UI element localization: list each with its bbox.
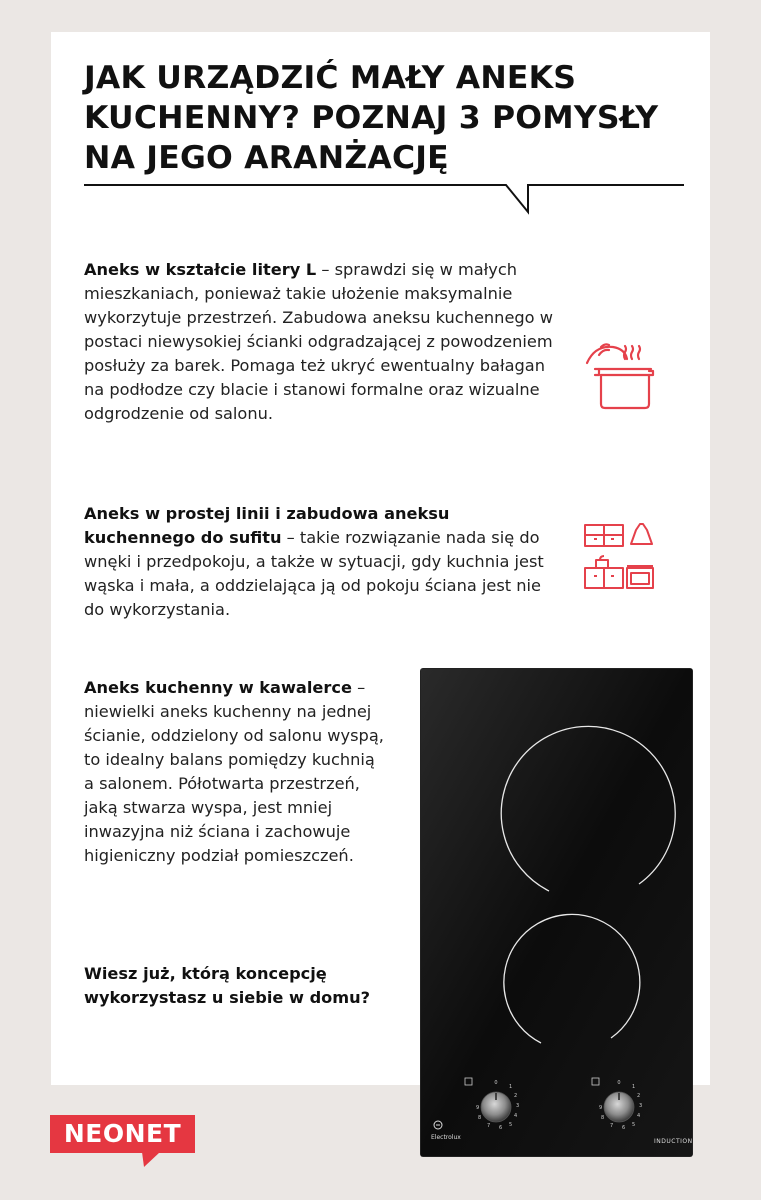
page-title: JAK URZĄDZIĆ MAŁY ANEKS KUCHENNY? POZNAJ 3 POMYSŁY NA JEGO ARANŻACJĘ xyxy=(84,60,659,176)
svg-text:8: 8 xyxy=(478,1115,482,1121)
svg-text:0: 0 xyxy=(617,1080,621,1086)
logo-text: NEONET xyxy=(50,1115,195,1153)
svg-text:7: 7 xyxy=(610,1123,614,1129)
hob-induction-label: INDUCTION xyxy=(654,1138,693,1145)
speech-bubble-underline xyxy=(84,180,684,220)
svg-text:7: 7 xyxy=(487,1123,491,1129)
section-studio-apartment-body: – niewielki aneks kuchenny na jednej ścianie, oddzielony od salonu wyspą, to idealny balans pomiędzy kuchnią a salonem. Półotwarta przestrzeń, jaką stwarza wyspa, jest mniej inwazyjna niż ściana i zachowuje higieniczny podział pomieszczeń. xyxy=(84,678,384,865)
svg-text:4: 4 xyxy=(637,1113,641,1119)
section-straight-line-body: – takie rozwiązanie nada się do wnęki i przedpokoju, a także w sytuacji, gdy kuchnia jest wąska i mała, a oddzielająca ją od pokoju ściana jest nie do wykorzystania. xyxy=(84,528,544,619)
svg-text:3: 3 xyxy=(639,1103,643,1109)
section-studio-apartment xyxy=(84,676,384,868)
svg-text:9: 9 xyxy=(476,1105,480,1111)
section-l-shape xyxy=(84,258,564,426)
svg-text:4: 4 xyxy=(514,1113,518,1119)
hob-drawing xyxy=(421,669,692,1156)
svg-text:5: 5 xyxy=(632,1122,636,1128)
closing-question: Wiesz już, którą koncepcję wykorzystasz u siebie w domu? xyxy=(84,964,371,1007)
svg-text:6: 6 xyxy=(622,1125,626,1131)
section-straight-line-heading: Aneks w prostej linii i zabudowa aneksu kuchennego do sufitu xyxy=(84,504,450,547)
svg-text:0: 0 xyxy=(494,1080,498,1086)
svg-text:3: 3 xyxy=(516,1103,520,1109)
cooking-pot-icon xyxy=(585,341,655,413)
svg-text:8: 8 xyxy=(601,1115,605,1121)
svg-text:6: 6 xyxy=(499,1125,503,1131)
hob-brand: Electrolux xyxy=(431,1134,461,1141)
induction-hob-image xyxy=(421,669,692,1156)
section-l-shape-heading: Aneks w kształcie litery L xyxy=(84,260,317,279)
section-studio-apartment-heading: Aneks kuchenny w kawalerce xyxy=(84,678,352,697)
svg-text:2: 2 xyxy=(637,1093,641,1099)
svg-text:1: 1 xyxy=(632,1084,636,1090)
section-l-shape-body: – sprawdzi się w małych mieszkaniach, ponieważ takie ułożenie maksymalnie wykorzytuje przestrzeń. Zabudowa aneksu kuchennego w postaci niewysokiej ścianki odgradzającej z powodzeniem posłuży za barek. Pomaga też ukryć ewentualny bałagan na podłodze czy blacie i stanowi formalne oraz wizualne odgrodzenie od salonu. xyxy=(84,260,553,423)
section-straight-line xyxy=(84,502,564,622)
svg-text:9: 9 xyxy=(599,1105,603,1111)
svg-text:5: 5 xyxy=(509,1122,513,1128)
svg-text:2: 2 xyxy=(514,1093,518,1099)
svg-text:1: 1 xyxy=(509,1084,513,1090)
kitchen-cabinets-icon xyxy=(584,522,656,592)
